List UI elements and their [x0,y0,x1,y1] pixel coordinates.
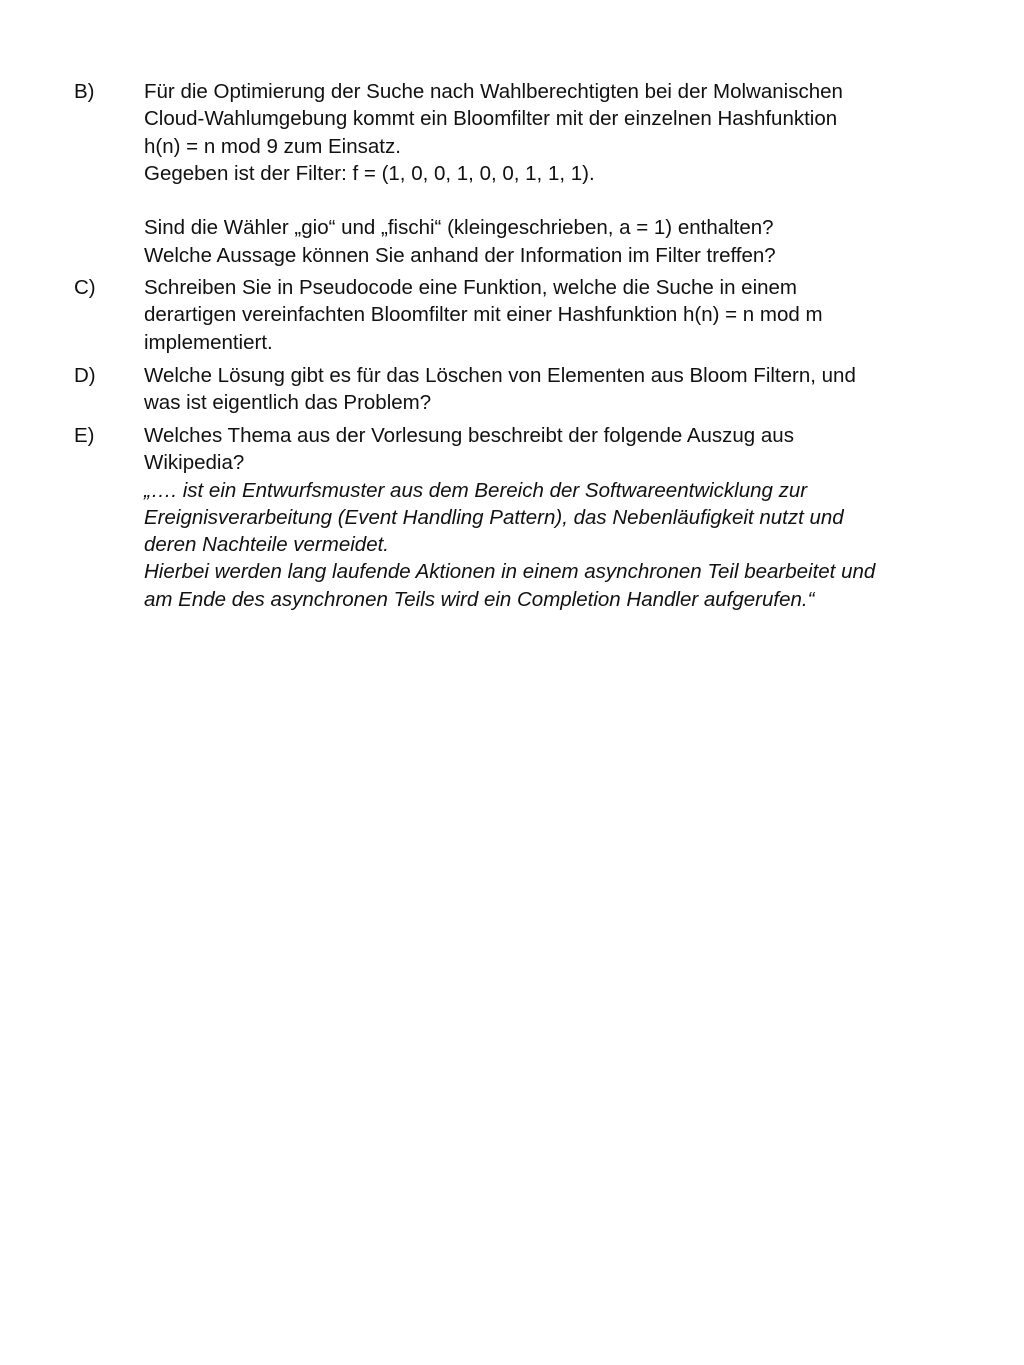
text-line: Welches Thema aus der Vorlesung beschreibt der folgende Auszug aus [144,424,794,447]
question-marker-d: D) [74,364,96,387]
question-marker-e: E) [74,424,95,447]
text-line: Für die Optimierung der Suche nach Wahlberechtigten bei der Molwanischen [144,80,843,103]
text-line: derartigen vereinfachten Bloomfilter mit einer Hashfunktion h(n) = n mod m [144,303,823,327]
question-b-text [144,78,974,269]
text-line: implementiert. [144,330,273,354]
question-e-text [144,422,974,613]
quote-line: „…. ist ein Entwurfsmuster aus dem Bereich der Softwareentwicklung zur [144,478,808,502]
text-line: Sind die Wähler „gio“ und „fischi“ (kleingeschrieben, a = 1) enthalten? [144,216,774,240]
text-line: Welche Lösung gibt es für das Löschen von Elementen aus Bloom Filtern, und [144,364,856,387]
question-marker-b: B) [74,80,95,103]
question-marker-c: C) [74,276,96,299]
text-line: Cloud-Wahlumgebung kommt ein Bloomfilter mit der einzelnen Hashfunktion [144,107,838,131]
quote-line: Hierbei werden lang laufende Aktionen in einem asynchronen Teil bearbeitet und [144,560,876,584]
blank-line [144,187,974,214]
text-line: Schreiben Sie in Pseudocode eine Funktion, welche die Suche in einem [144,276,797,299]
question-c-text [144,274,974,356]
question-d-text [144,362,974,417]
text-line: Gegeben ist der Filter: f = (1, 0, 0, 1, 0, 0, 1, 1, 1). [144,161,595,185]
text-line: Welche Aussage können Sie anhand der Information im Filter treffen? [144,243,776,267]
text-line: Wikipedia? [144,451,245,475]
quote-line: am Ende des asynchronen Teils wird ein Completion Handler aufgerufen.“ [144,587,815,611]
quote-line: Ereignisverarbeitung (Event Handling Pattern), das Nebenläufigkeit nutzt und [144,505,844,529]
quote-line: deren Nachteile vermeidet. [144,533,389,557]
text-line: h(n) = n mod 9 zum Einsatz. [144,134,401,158]
text-line: was ist eigentlich das Problem? [144,391,432,415]
